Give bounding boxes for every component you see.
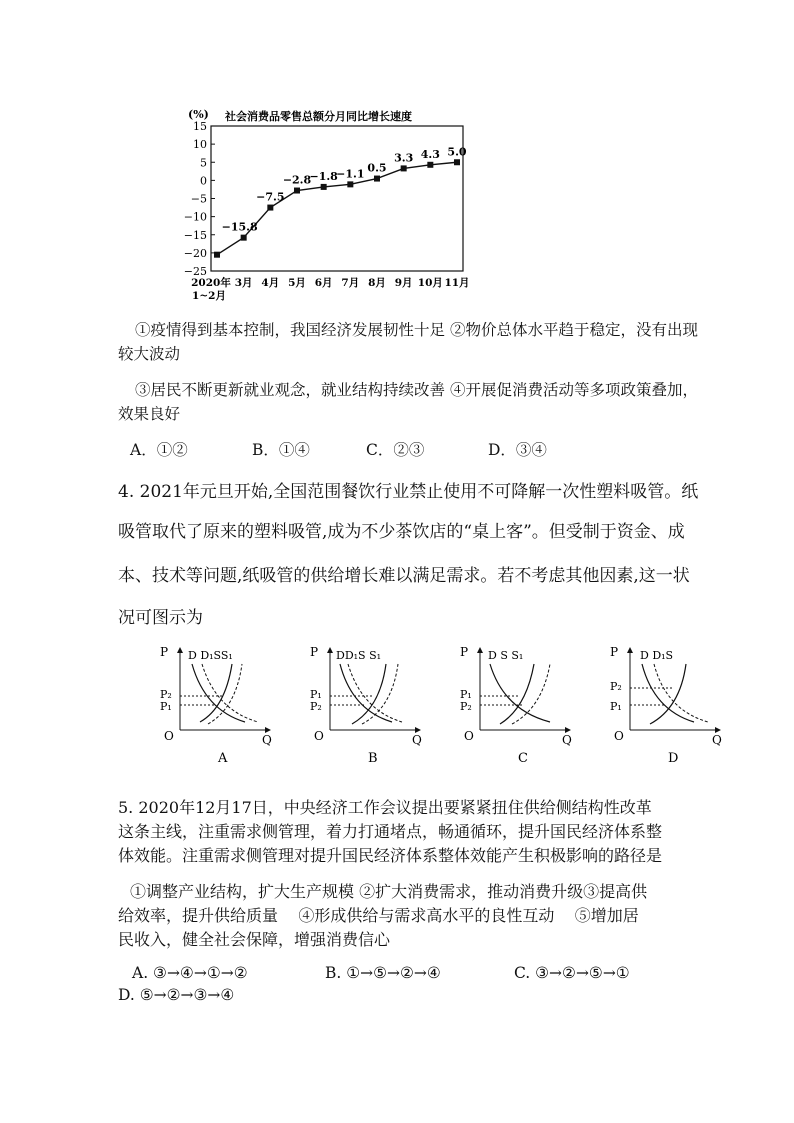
graph-c-caption: C [518,751,528,766]
y-tick-label: −25 [183,265,207,278]
q5-option-line-2: 给效率，提升供给质量 ④形成供给与需求高水平的良性互动 ⑤增加居 [118,906,639,925]
y-tick-label: −5 [190,192,207,206]
supply-demand-graphs [150,640,720,770]
q5-choice-c[interactable]: C. ③→②→⑤→① [514,964,630,982]
q5-option-line-3: 民收入，健全社会保障，增强消费信心 [118,930,391,949]
q3-option-4: ④开展促消费活动等多项政策叠加， [450,381,699,399]
svg-text:D S S₁: D S S₁ [488,649,524,662]
retail-sales-growth-chart [185,100,475,300]
q5-line-3: 体效能。注重需求侧管理对提升国民经济体系整体效能产生积极影响的路径是 [118,846,663,865]
graph-a[interactable] [160,645,272,766]
graph-b-caption: B [368,751,378,766]
svg-text:D D₁SS₁: D D₁SS₁ [188,649,233,662]
y-tick-label: −20 [183,246,207,260]
data-label: 0.5 [367,161,387,175]
graph-d[interactable] [610,645,722,766]
data-label: 3.3 [394,151,414,165]
svg-text:D D₁S: D D₁S [640,649,674,662]
x-tick-label: 2020年 [191,277,231,289]
q5-choice-b[interactable]: B. ①→⑤→②→④ [325,964,441,982]
data-label: −1.1 [336,167,365,181]
svg-text:O: O [614,729,624,743]
svg-text:P₂: P₂ [610,680,622,693]
q3-option-3: ③居民不断更新就业观念，就业结构持续改善 [135,381,446,399]
data-point [214,252,220,258]
svg-text:P: P [610,645,619,659]
q4-line-3: 本、技术等问题,纸吸管的供给增长难以满足需求。若不考虑其他因素,这一状 [118,566,690,586]
data-label: 4.3 [420,147,440,161]
x-tick-label: 10月 [417,277,443,289]
svg-text:Q: Q [562,733,572,747]
q4-line-4: 况可图示为 [118,608,203,628]
x-tick-label: 11月 [444,277,470,289]
y-tick-label: 0 [200,174,207,188]
data-point [454,159,460,165]
q3-option-1: ①疫情得到基本控制，我国经济发展韧性十足 [135,321,446,339]
svg-text:P₁: P₁ [310,688,322,701]
svg-text:P: P [310,645,319,659]
y-tick-label: 5 [200,156,207,170]
svg-text:P₁: P₁ [610,700,622,713]
data-label: −15.8 [221,220,258,234]
data-label: −2.8 [282,173,312,187]
data-label: −1.8 [309,169,338,183]
data-point [401,165,407,171]
x-tick-label: 5月 [288,277,306,289]
svg-text:P₂: P₂ [460,700,472,713]
q3-option-4-cont: 效果良好 [118,405,181,423]
data-point [347,181,353,187]
data-point [374,176,380,182]
q5-option-line-1: ①调整产业结构，扩大生产规模 ②扩大消费需求，推动消费升级③提高供 [130,882,648,901]
y-tick-label: −15 [183,228,207,242]
q3-choice-a[interactable]: A．①② [130,441,188,459]
y-tick-label: 10 [193,138,207,152]
data-point [241,235,247,241]
q5-line-1: 5. 2020年12月17日，中央经济工作会议提出要紧紧扭住供给侧结构性改革 [118,798,652,817]
svg-text:O: O [464,729,474,743]
svg-text:O: O [164,729,174,743]
data-point [427,162,433,168]
svg-text:P₂: P₂ [310,700,322,713]
graph-a-caption: A [218,751,228,766]
q5-choice-a[interactable]: A. ③→④→①→② [132,964,248,982]
data-point [294,188,300,194]
q3-choice-c[interactable]: C．②③ [366,441,425,459]
data-label: −7.5 [256,190,285,204]
graph-b[interactable] [310,645,422,766]
svg-text:DD₁S S₁: DD₁S S₁ [336,649,382,662]
q3-choice-b[interactable]: B．①④ [252,441,310,459]
x-tick-label-sub: 1~2月 [192,290,226,302]
svg-text:Q: Q [712,733,722,747]
data-point [321,184,327,190]
q3-choice-d[interactable]: D．③④ [488,441,547,459]
svg-text:P₂: P₂ [160,688,172,701]
x-tick-label: 9月 [394,277,413,289]
svg-text:Q: Q [262,733,272,747]
q4-line-1: 4. 2021年元旦开始,全国范围餐饮行业禁止使用不可降解一次性塑料吸管。纸 [118,482,699,502]
x-tick-label: 7月 [341,277,360,289]
x-tick-label: 6月 [314,277,333,289]
svg-text:P₁: P₁ [460,688,472,701]
data-label: 5.0 [447,145,467,159]
x-tick-label: 4月 [261,277,280,289]
graph-d-caption: D [668,751,679,766]
chart-title: 社会消费品零售总额分月同比增长速度 [225,110,412,123]
q4-line-2: 吸管取代了原来的塑料吸管,成为不少茶饮店的“桌上客”。但受制于资金、成 [118,522,685,542]
q5-choice-d[interactable]: D. ⑤→②→③→④ [118,986,235,1004]
q3-option-2-cont: 较大波动 [118,345,181,363]
svg-text:O: O [314,729,324,743]
data-point [267,205,273,211]
q5-line-2: 这条主线，注重需求侧管理，着力打通堵点，畅通循环，提升国民经济体系整 [118,822,663,841]
x-tick-label: 3月 [234,277,253,289]
y-tick-label: 15 [193,120,207,133]
chart-y-unit: (%) [188,108,209,121]
x-tick-label: 8月 [368,277,386,289]
svg-text:P: P [160,645,169,659]
graph-c[interactable] [460,645,572,766]
q3-option-2: ②物价总体水平趋于稳定，没有出现 [450,321,699,339]
svg-text:Q: Q [412,733,422,747]
y-tick-label: −10 [183,210,207,224]
svg-text:P: P [460,645,469,659]
svg-text:P₁: P₁ [160,700,172,713]
